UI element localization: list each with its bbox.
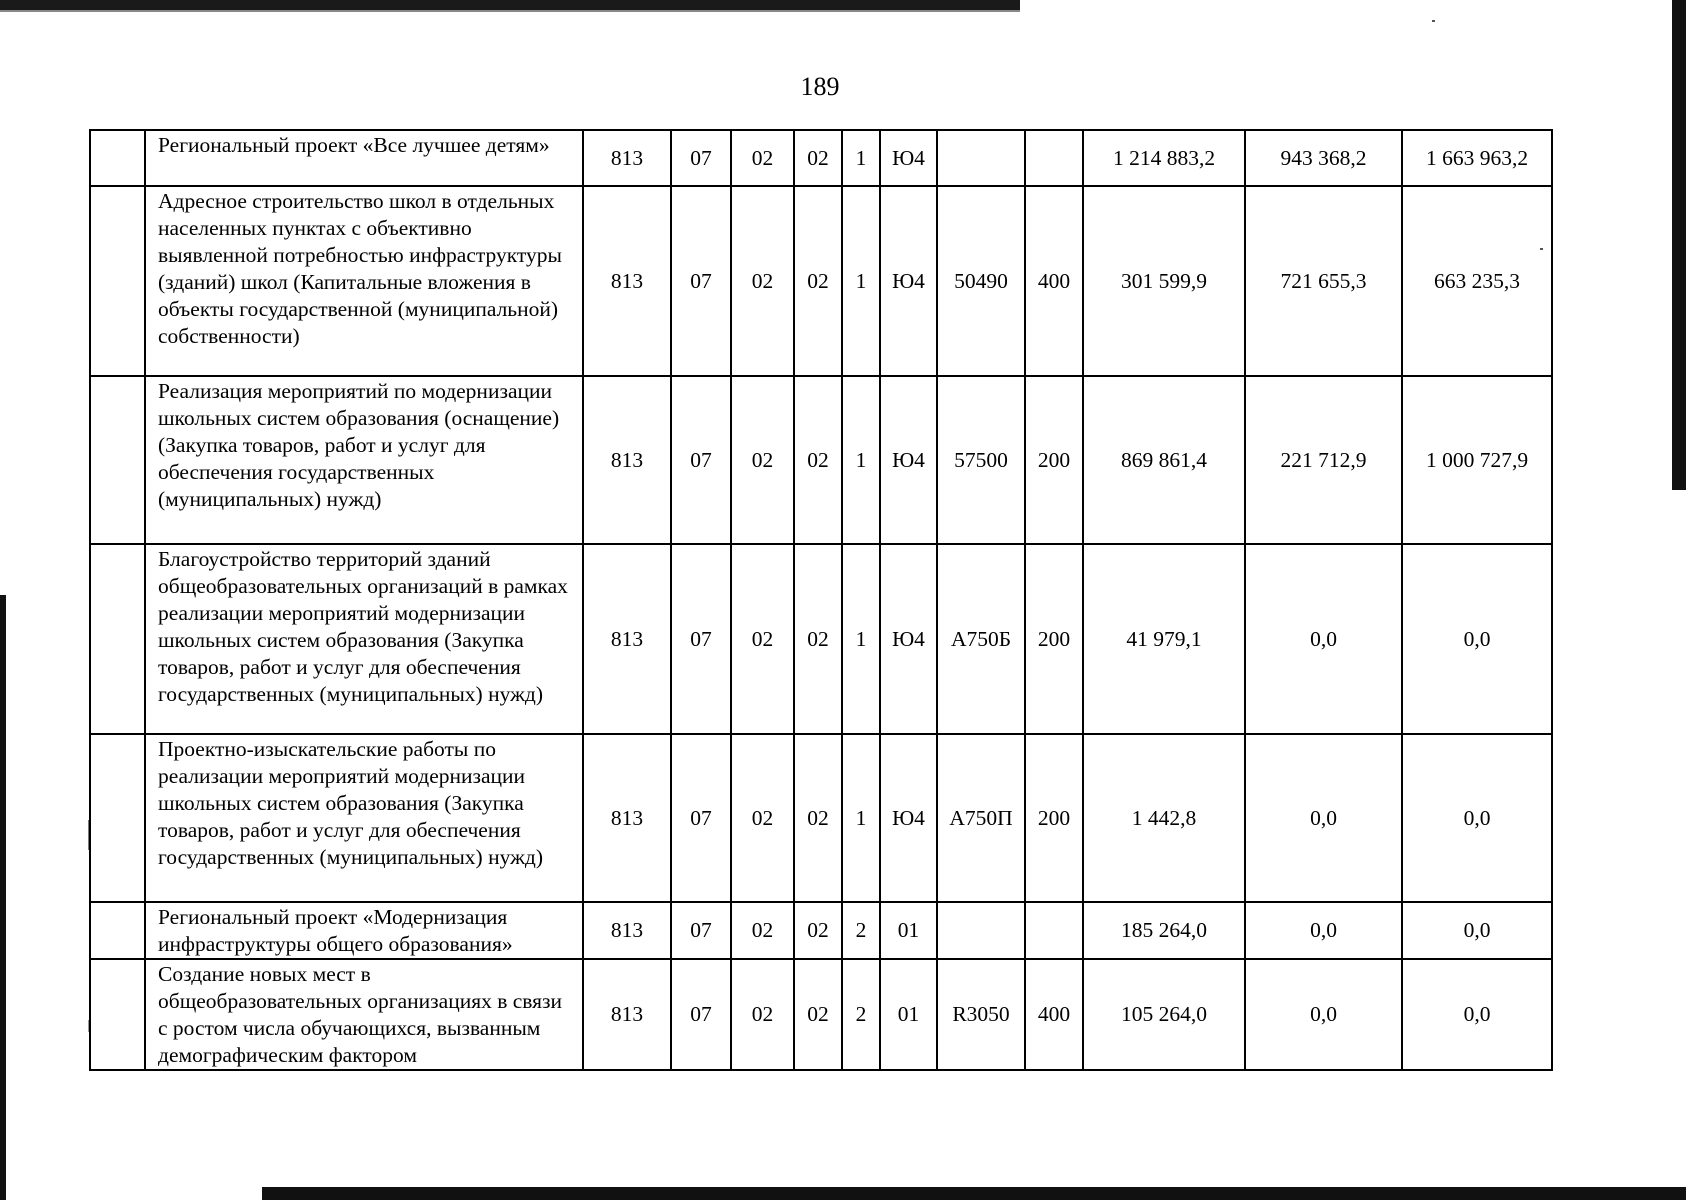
row-subsection-code: 02 xyxy=(731,734,794,902)
row-subsection-code: 02 xyxy=(731,186,794,376)
row-project-code: Ю4 xyxy=(880,186,937,376)
row-subprogram-code: 2 xyxy=(842,959,880,1070)
row-subsection-code: 02 xyxy=(731,959,794,1070)
row-expense-type-code: 200 xyxy=(1025,544,1083,734)
row-expense-type-code: 200 xyxy=(1025,376,1083,544)
row-direction-code xyxy=(937,130,1025,186)
row-amount-year-1: 185 264,0 xyxy=(1083,902,1245,959)
scan-border-right xyxy=(1672,0,1686,490)
row-description: Благоустройство территорий зданий общеобразовательных организаций в рамках реализации мероприятий модернизации школьных систем образования (Закупка товаров, работ и услуг для обеспечения государственных (муниципальных) нужд) xyxy=(145,544,583,734)
row-admin-code: 813 xyxy=(583,544,671,734)
row-description: Региональный проект «Все лучшее детям» xyxy=(145,130,583,186)
row-description: Адресное строительство школ в отдельных населенных пунктах с объективно выявленной потребностью инфраструктуры (зданий) школ (Капитальные вложения в объекты государственной (муниципальной) собственности) xyxy=(145,186,583,376)
row-expense-type-code xyxy=(1025,902,1083,959)
row-blank-cell xyxy=(90,544,145,734)
row-subsection-code: 02 xyxy=(731,376,794,544)
row-subprogram-code: 1 xyxy=(842,544,880,734)
row-blank-cell xyxy=(90,959,145,1070)
row-program-code: 02 xyxy=(794,376,842,544)
row-amount-year-1: 1 442,8 xyxy=(1083,734,1245,902)
row-description: Региональный проект «Модернизация инфраструктуры общего образования» xyxy=(145,902,583,959)
row-program-code: 02 xyxy=(794,544,842,734)
row-amount-year-1: 105 264,0 xyxy=(1083,959,1245,1070)
row-admin-code: 813 xyxy=(583,376,671,544)
row-blank-cell xyxy=(90,734,145,902)
row-subprogram-code: 1 xyxy=(842,376,880,544)
row-description: Проектно-изыскательские работы по реализации мероприятий модернизации школьных систем образования (Закупка товаров, работ и услуг для обеспечения государственных (муниципальных) нужд) xyxy=(145,734,583,902)
row-description: Создание новых мест в общеобразовательных организациях в связи с ростом числа обучающихся, вызванным демографическим фактором xyxy=(145,959,583,1070)
row-project-code: Ю4 xyxy=(880,376,937,544)
scan-border-top-thin xyxy=(0,10,1020,12)
row-subprogram-code: 1 xyxy=(842,734,880,902)
row-project-code: Ю4 xyxy=(880,130,937,186)
row-expense-type-code xyxy=(1025,130,1083,186)
scan-border-bottom xyxy=(262,1187,1686,1200)
table-row xyxy=(90,902,1552,959)
row-admin-code: 813 xyxy=(583,186,671,376)
row-amount-year-2: 721 655,3 xyxy=(1245,186,1402,376)
row-amount-year-1: 41 979,1 xyxy=(1083,544,1245,734)
row-direction-code xyxy=(937,902,1025,959)
row-subsection-code: 02 xyxy=(731,902,794,959)
row-blank-cell xyxy=(90,186,145,376)
row-expense-type-code: 200 xyxy=(1025,734,1083,902)
row-expense-type-code: 400 xyxy=(1025,959,1083,1070)
row-program-code: 02 xyxy=(794,959,842,1070)
row-amount-year-2: 0,0 xyxy=(1245,902,1402,959)
row-amount-year-3: 0,0 xyxy=(1402,734,1552,902)
row-direction-code: 57500 xyxy=(937,376,1025,544)
row-direction-code: А750Б xyxy=(937,544,1025,734)
row-description: Реализация мероприятий по модернизации школьных систем образования (оснащение) (Закупка товаров, работ и услуг для обеспечения государственных (муниципальных) нужд) xyxy=(145,376,583,544)
row-amount-year-1: 869 861,4 xyxy=(1083,376,1245,544)
row-amount-year-1: 1 214 883,2 xyxy=(1083,130,1245,186)
row-amount-year-3: 0,0 xyxy=(1402,902,1552,959)
row-project-code: Ю4 xyxy=(880,544,937,734)
page-number: 189 xyxy=(800,72,840,101)
row-amount-year-3: 663 235,3 xyxy=(1402,186,1552,376)
row-section-code: 07 xyxy=(671,734,731,902)
row-amount-year-3: 1 000 727,9 xyxy=(1402,376,1552,544)
row-project-code: 01 xyxy=(880,902,937,959)
budget-table xyxy=(89,129,1553,1071)
row-section-code: 07 xyxy=(671,544,731,734)
table-body xyxy=(90,130,1552,1070)
row-section-code: 07 xyxy=(671,186,731,376)
row-section-code: 07 xyxy=(671,902,731,959)
row-admin-code: 813 xyxy=(583,959,671,1070)
row-program-code: 02 xyxy=(794,902,842,959)
row-subsection-code: 02 xyxy=(731,544,794,734)
row-admin-code: 813 xyxy=(583,902,671,959)
row-expense-type-code: 400 xyxy=(1025,186,1083,376)
row-amount-year-3: 0,0 xyxy=(1402,959,1552,1070)
row-section-code: 07 xyxy=(671,959,731,1070)
table-row xyxy=(90,130,1552,186)
scan-border-left xyxy=(0,595,6,1200)
row-admin-code: 813 xyxy=(583,130,671,186)
row-amount-year-2: 0,0 xyxy=(1245,544,1402,734)
table-row xyxy=(90,734,1552,902)
row-subprogram-code: 1 xyxy=(842,186,880,376)
row-blank-cell xyxy=(90,902,145,959)
scan-border-top xyxy=(0,0,1020,10)
row-amount-year-1: 301 599,9 xyxy=(1083,186,1245,376)
row-amount-year-2: 221 712,9 xyxy=(1245,376,1402,544)
row-amount-year-3: 0,0 xyxy=(1402,544,1552,734)
row-project-code: Ю4 xyxy=(880,734,937,902)
row-direction-code: R3050 xyxy=(937,959,1025,1070)
row-amount-year-3: 1 663 963,2 xyxy=(1402,130,1552,186)
row-admin-code: 813 xyxy=(583,734,671,902)
row-subprogram-code: 1 xyxy=(842,130,880,186)
row-subprogram-code: 2 xyxy=(842,902,880,959)
row-amount-year-2: 0,0 xyxy=(1245,959,1402,1070)
row-amount-year-2: 0,0 xyxy=(1245,734,1402,902)
row-blank-cell xyxy=(90,130,145,186)
row-direction-code: 50490 xyxy=(937,186,1025,376)
table-row xyxy=(90,186,1552,376)
row-blank-cell xyxy=(90,376,145,544)
row-amount-year-2: 943 368,2 xyxy=(1245,130,1402,186)
row-subsection-code: 02 xyxy=(731,130,794,186)
row-program-code: 02 xyxy=(794,130,842,186)
row-program-code: 02 xyxy=(794,734,842,902)
row-direction-code: А750П xyxy=(937,734,1025,902)
scan-speck xyxy=(1432,20,1435,22)
row-section-code: 07 xyxy=(671,130,731,186)
table-row xyxy=(90,544,1552,734)
table-row xyxy=(90,959,1552,1070)
row-program-code: 02 xyxy=(794,186,842,376)
row-project-code: 01 xyxy=(880,959,937,1070)
table-row xyxy=(90,376,1552,544)
row-section-code: 07 xyxy=(671,376,731,544)
